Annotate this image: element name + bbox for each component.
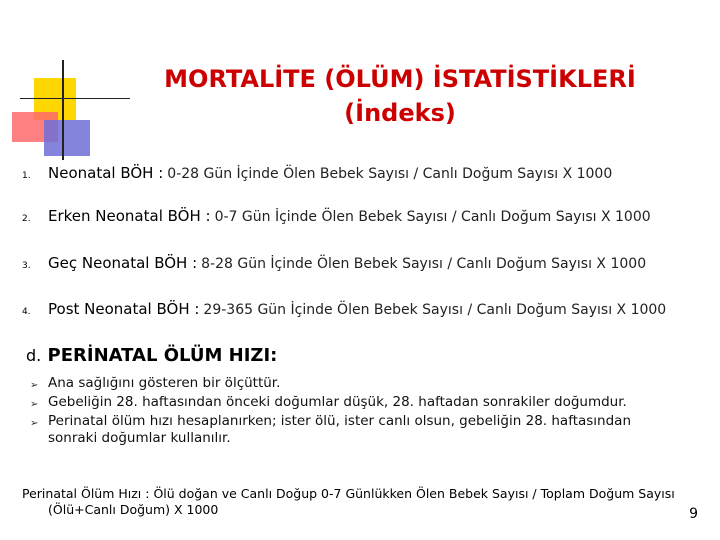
item-label: Post Neonatal BÖH : <box>48 300 200 318</box>
arrow-bullet-icon: ➢ <box>30 399 39 410</box>
item-text: 29-365 Gün İçinde Ölen Bebek Sayısı / Canlı Doğum Sayısı X 1000 <box>203 302 667 318</box>
perinatal-formula <box>22 486 712 518</box>
arrow-bullet-icon: ➢ <box>30 418 39 429</box>
decorative-vertical-line <box>62 60 64 160</box>
page-number: 9 <box>689 506 698 522</box>
list-item <box>22 300 666 318</box>
item-label: Erken Neonatal BÖH : <box>48 207 211 225</box>
arrow-bullet-icon: ➢ <box>30 380 39 391</box>
formula-line-2: (Ölü+Canlı Doğum) X 1000 <box>48 502 219 517</box>
section-title: PERİNATAL ÖLÜM HIZI: <box>47 345 278 366</box>
formula-text: Ölü doğan ve Canlı Doğup 0-7 Günlükken Ölen Bebek Sayısı / Toplam Doğum Sayısı <box>153 486 675 501</box>
bullet-list <box>30 375 690 447</box>
bullet-text: Perinatal ölüm hızı hesaplanırken; ister ölü, ister canlı olsun, gebeliğin 28. haftasından sonraki doğumlar kullanılır. <box>48 413 632 446</box>
item-text: 0-28 Gün İçinde Ölen Bebek Sayısı / Canlı Doğum Sayısı X 1000 <box>167 166 613 182</box>
bullet-text: Gebeliğin 28. haftasından önceki doğumlar düşük, 28. haftadan sonrakiler doğumdur. <box>48 394 627 410</box>
item-number: 2. <box>22 214 31 224</box>
bullet-item <box>30 413 690 447</box>
list-item <box>22 254 646 272</box>
item-text: 8-28 Gün İçinde Ölen Bebek Sayısı / Canlı Doğum Sayısı X 1000 <box>201 256 647 272</box>
item-number: 3. <box>22 261 31 271</box>
bullet-text: Ana sağlığını gösteren bir ölçüttür. <box>48 375 281 391</box>
page-title <box>100 62 700 130</box>
list-item <box>22 207 651 225</box>
bullet-item <box>30 375 690 394</box>
title-line-2: (İndeks) <box>344 99 456 127</box>
list-item <box>22 164 612 182</box>
item-text: 0-7 Gün İçinde Ölen Bebek Sayısı / Canlı Doğum Sayısı X 1000 <box>214 209 651 225</box>
bullet-item <box>30 394 690 413</box>
section-heading <box>26 345 277 366</box>
section-letter: d. <box>26 346 42 365</box>
formula-label: Perinatal Ölüm Hızı : <box>22 486 150 501</box>
item-label: Neonatal BÖH : <box>48 164 164 182</box>
item-label: Geç Neonatal BÖH : <box>48 254 198 272</box>
item-number: 1. <box>22 171 31 181</box>
item-number: 4. <box>22 307 31 317</box>
decorative-blue-square <box>44 120 90 156</box>
title-line-1: MORTALİTE (ÖLÜM) İSTATİSTİKLERİ <box>164 65 636 93</box>
